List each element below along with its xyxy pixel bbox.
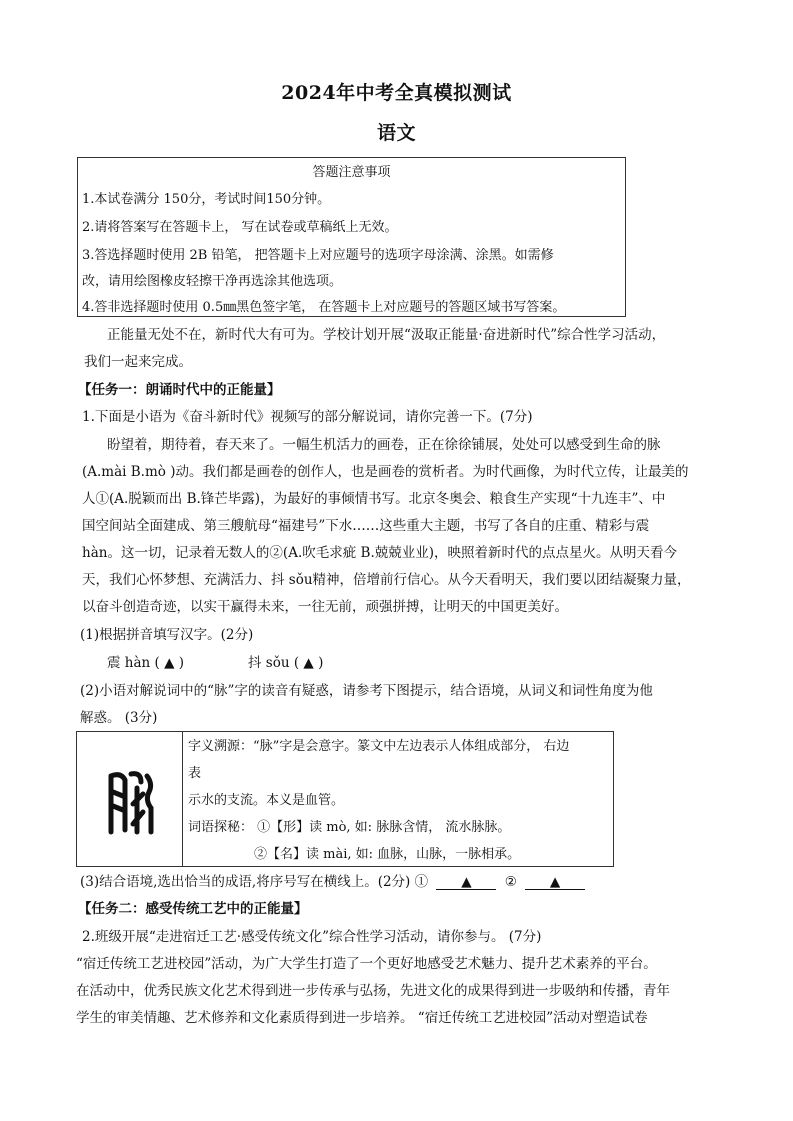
subject-title: 语文 xyxy=(376,122,416,144)
question-2: 2.班级开展“走进宿迁工艺·感受传统文化”综合性学习活动，请你参与。 (7分) xyxy=(82,929,542,945)
glyph-info-box xyxy=(76,731,614,867)
exam-title: 2024年中考全真模拟测试 xyxy=(281,82,512,104)
passage-line: 人①(A.脱颖而出 B.锋芒毕露)，为最好的事倾情书写。北京冬奥会、粮食生产实现“十九连丰”、中 xyxy=(82,491,666,507)
glyph-line: 字义溯源：“脉”字是会意字。篆文中左边表示人体组成部分， 右边 xyxy=(188,739,570,754)
answer-blank-2[interactable]: ▲ xyxy=(525,875,585,890)
passage-line: 在活动中，优秀民族文化艺术得到进一步传承与弘扬，先进文化的成果得到进一步吸纳和传播，青年 xyxy=(76,983,670,999)
passage-line: “宿迁传统工艺进校园”活动，为广大学生打造了一个更好地感受艺术魅力、提升艺术素养的平台。 xyxy=(76,956,657,972)
subquestion-1: (1)根据拼音填写汉字。(2分) xyxy=(80,627,254,643)
seal-script-glyph xyxy=(77,732,183,866)
question-1: 1.下面是小语为《奋斗新时代》视频写的部分解说词，请你完善一下。(7分) xyxy=(82,409,533,425)
subquestion-2-cont: 解惑。 (3分) xyxy=(80,710,158,726)
notice-item: 2.请将答案写在答题卡上， 写在试卷或草稿纸上无效。 xyxy=(82,220,398,235)
mai-seal-icon xyxy=(77,732,181,866)
notice-item: 3.答选择题时使用 2B 铅笔， 把答题卡上对应题号的选项字母涂满、涂黑。如需修 xyxy=(82,248,554,263)
intro-line: 正能量无处不在，新时代大有可为。学校计划开展“汲取正能量·奋进新时代”综合性学习活动， xyxy=(107,327,666,343)
blank-2-marker: ② xyxy=(504,874,517,890)
answer-blank-han[interactable]: 震 hàn ( ▲ ) xyxy=(107,655,185,671)
passage-line: 以奋斗创造奇迹，以实干赢得未来，一往无前，顽强拼搏，让明天的中国更美好。 xyxy=(82,599,568,615)
notice-item: 4.答非选择题时使用 0.5㎜黑色签字笔， 在答题卡上对应题号的答题区域书写答案。 xyxy=(82,300,566,315)
answer-blank-1[interactable]: ▲ xyxy=(436,875,496,890)
task2-heading: 【任务二：感受传统工艺中的正能量】 xyxy=(78,901,308,917)
glyph-line: 词语探秘： ①【形】读 mò, 如: 脉脉含情， 流水脉脉。 xyxy=(188,820,511,835)
glyph-line: ②【名】读 mài, 如: 血脉，山脉，一脉相承。 xyxy=(254,847,521,862)
subquestion-3-text: (3)结合语境,选出恰当的成语,将序号写在横线上。(2分) ① xyxy=(80,874,429,890)
notice-item: 1.本试卷满分 150分，考试时间150分钟。 xyxy=(82,192,331,207)
glyph-line: 表 xyxy=(188,766,202,781)
intro-line: 我们一起来完成。 xyxy=(84,354,192,370)
notice-box xyxy=(77,157,626,317)
passage-line: 盼望着，期待着，春天来了。一幅生机活力的画卷，正在徐徐铺展，处处可以感受到生命的脉 xyxy=(107,437,661,453)
notice-heading: 答题注意事项 xyxy=(312,165,391,180)
passage-line: hàn。这一切，记录着无数人的②(A.吹毛求疵 B.兢兢业业)，映照着新时代的点点星火。从明天看今 xyxy=(82,545,678,561)
subquestion-3 xyxy=(80,870,589,890)
notice-item: 改，请用绘图橡皮轻擦干净再选涂其他选项。 xyxy=(82,274,343,289)
passage-line: 学生的审美情趣、艺术修养和文化素质得到进一步培养。 “宿迁传统工艺进校园”活动对塑造试卷 xyxy=(76,1010,648,1026)
task1-heading: 【任务一：朗诵时代中的正能量】 xyxy=(78,382,281,398)
answer-blank-sou[interactable]: 抖 sǒu ( ▲ ) xyxy=(248,655,324,671)
glyph-line: 示水的支流。本义是血管。 xyxy=(188,793,345,808)
passage-line: (A.mài B.mò )动。我们都是画卷的创作人，也是画卷的赏析者。为时代画像，为时代立传，让最美的 xyxy=(82,464,689,480)
subquestion-2: (2)小语对解说词中的“脉”字的读音有疑惑，请参考下图提示，结合语境，从词义和词性角度为他 xyxy=(80,683,653,699)
passage-line: 国空间站全面建成、第三艘航母“福建号”下水……这些重大主题，书写了各自的庄重、精彩与震 xyxy=(82,518,650,534)
passage-line: 天，我们心怀梦想、充满活力、抖 sǒu精神，倍增前行信心。从今天看明天，我们要以团结凝聚力量， xyxy=(82,572,691,588)
